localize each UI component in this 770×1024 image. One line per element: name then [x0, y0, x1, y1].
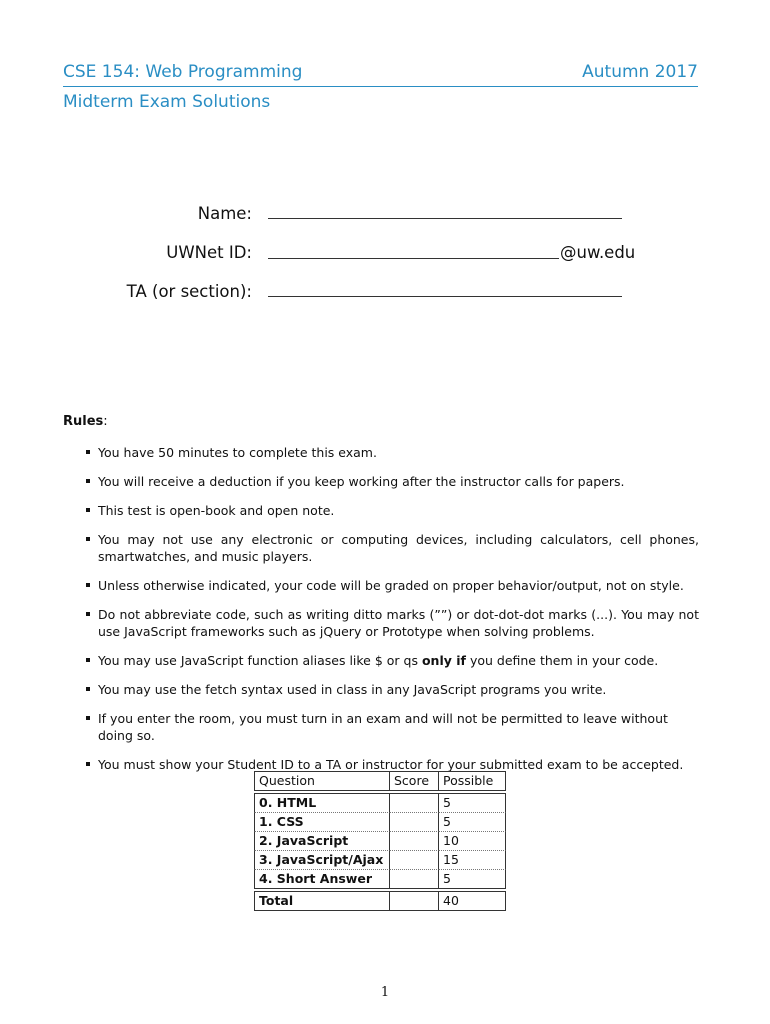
rules-heading: Rules: — [63, 414, 108, 429]
rule-item: This test is open-book and open note. — [63, 502, 699, 519]
header-score: Score — [390, 771, 439, 791]
rule-item: You may use the fetch syntax used in class in any JavaScript programs you write. — [63, 681, 699, 698]
rule-item: You have 50 minutes to complete this exam. — [63, 444, 699, 461]
page-number: 1 — [380, 985, 390, 1000]
name-label: Name: — [197, 204, 252, 223]
score-table — [254, 771, 506, 911]
term-label: Autumn 2017 — [582, 62, 698, 82]
ta-label: TA (or section): — [126, 282, 252, 301]
rules-list — [63, 444, 699, 785]
table-row: 1. CSS 5 — [254, 813, 506, 832]
uwnet-field[interactable] — [268, 258, 559, 259]
header-question: Question — [254, 771, 390, 791]
table-row: 2. JavaScript 10 — [254, 832, 506, 851]
ta-field[interactable] — [268, 296, 622, 297]
table-row: 4. Short Answer 5 — [254, 870, 506, 889]
name-field[interactable] — [268, 218, 622, 219]
uwnet-suffix: @uw.edu — [560, 243, 636, 262]
rule-item: Do not abbreviate code, such as writing ditto marks (””) or dot-dot-dot marks (...). You may not use JavaScript frameworks such as jQuery or Prototype when solving problems. — [63, 606, 699, 640]
course-title: CSE 154: Web Programming — [63, 62, 303, 82]
table-row: 0. HTML 5 — [254, 793, 506, 813]
rule-item: You must show your Student ID to a TA or instructor for your submitted exam to be accepted. — [63, 756, 699, 773]
table-header-row — [254, 771, 506, 791]
rule-item: Unless otherwise indicated, your code will be graded on proper behavior/output, not on style. — [63, 577, 699, 594]
rule-item: You may use JavaScript function aliases like $ or qs only if you define them in your code. — [63, 652, 699, 669]
rule-item: You will receive a deduction if you keep working after the instructor calls for papers. — [63, 473, 699, 490]
exam-header — [63, 62, 698, 82]
uwnet-label: UWNet ID: — [166, 243, 252, 262]
table-total-row: Total 40 — [254, 891, 506, 911]
header-possible: Possible — [439, 771, 506, 791]
rule-item: You may not use any electronic or computing devices, including calculators, cell phones, smartwatches, and music players. — [63, 531, 699, 565]
exam-subtitle: Midterm Exam Solutions — [63, 92, 271, 112]
rule-item: If you enter the room, you must turn in an exam and will not be permitted to leave without doing so. — [63, 710, 699, 744]
table-row: 3. JavaScript/Ajax 15 — [254, 851, 506, 870]
header-rule — [63, 86, 698, 87]
